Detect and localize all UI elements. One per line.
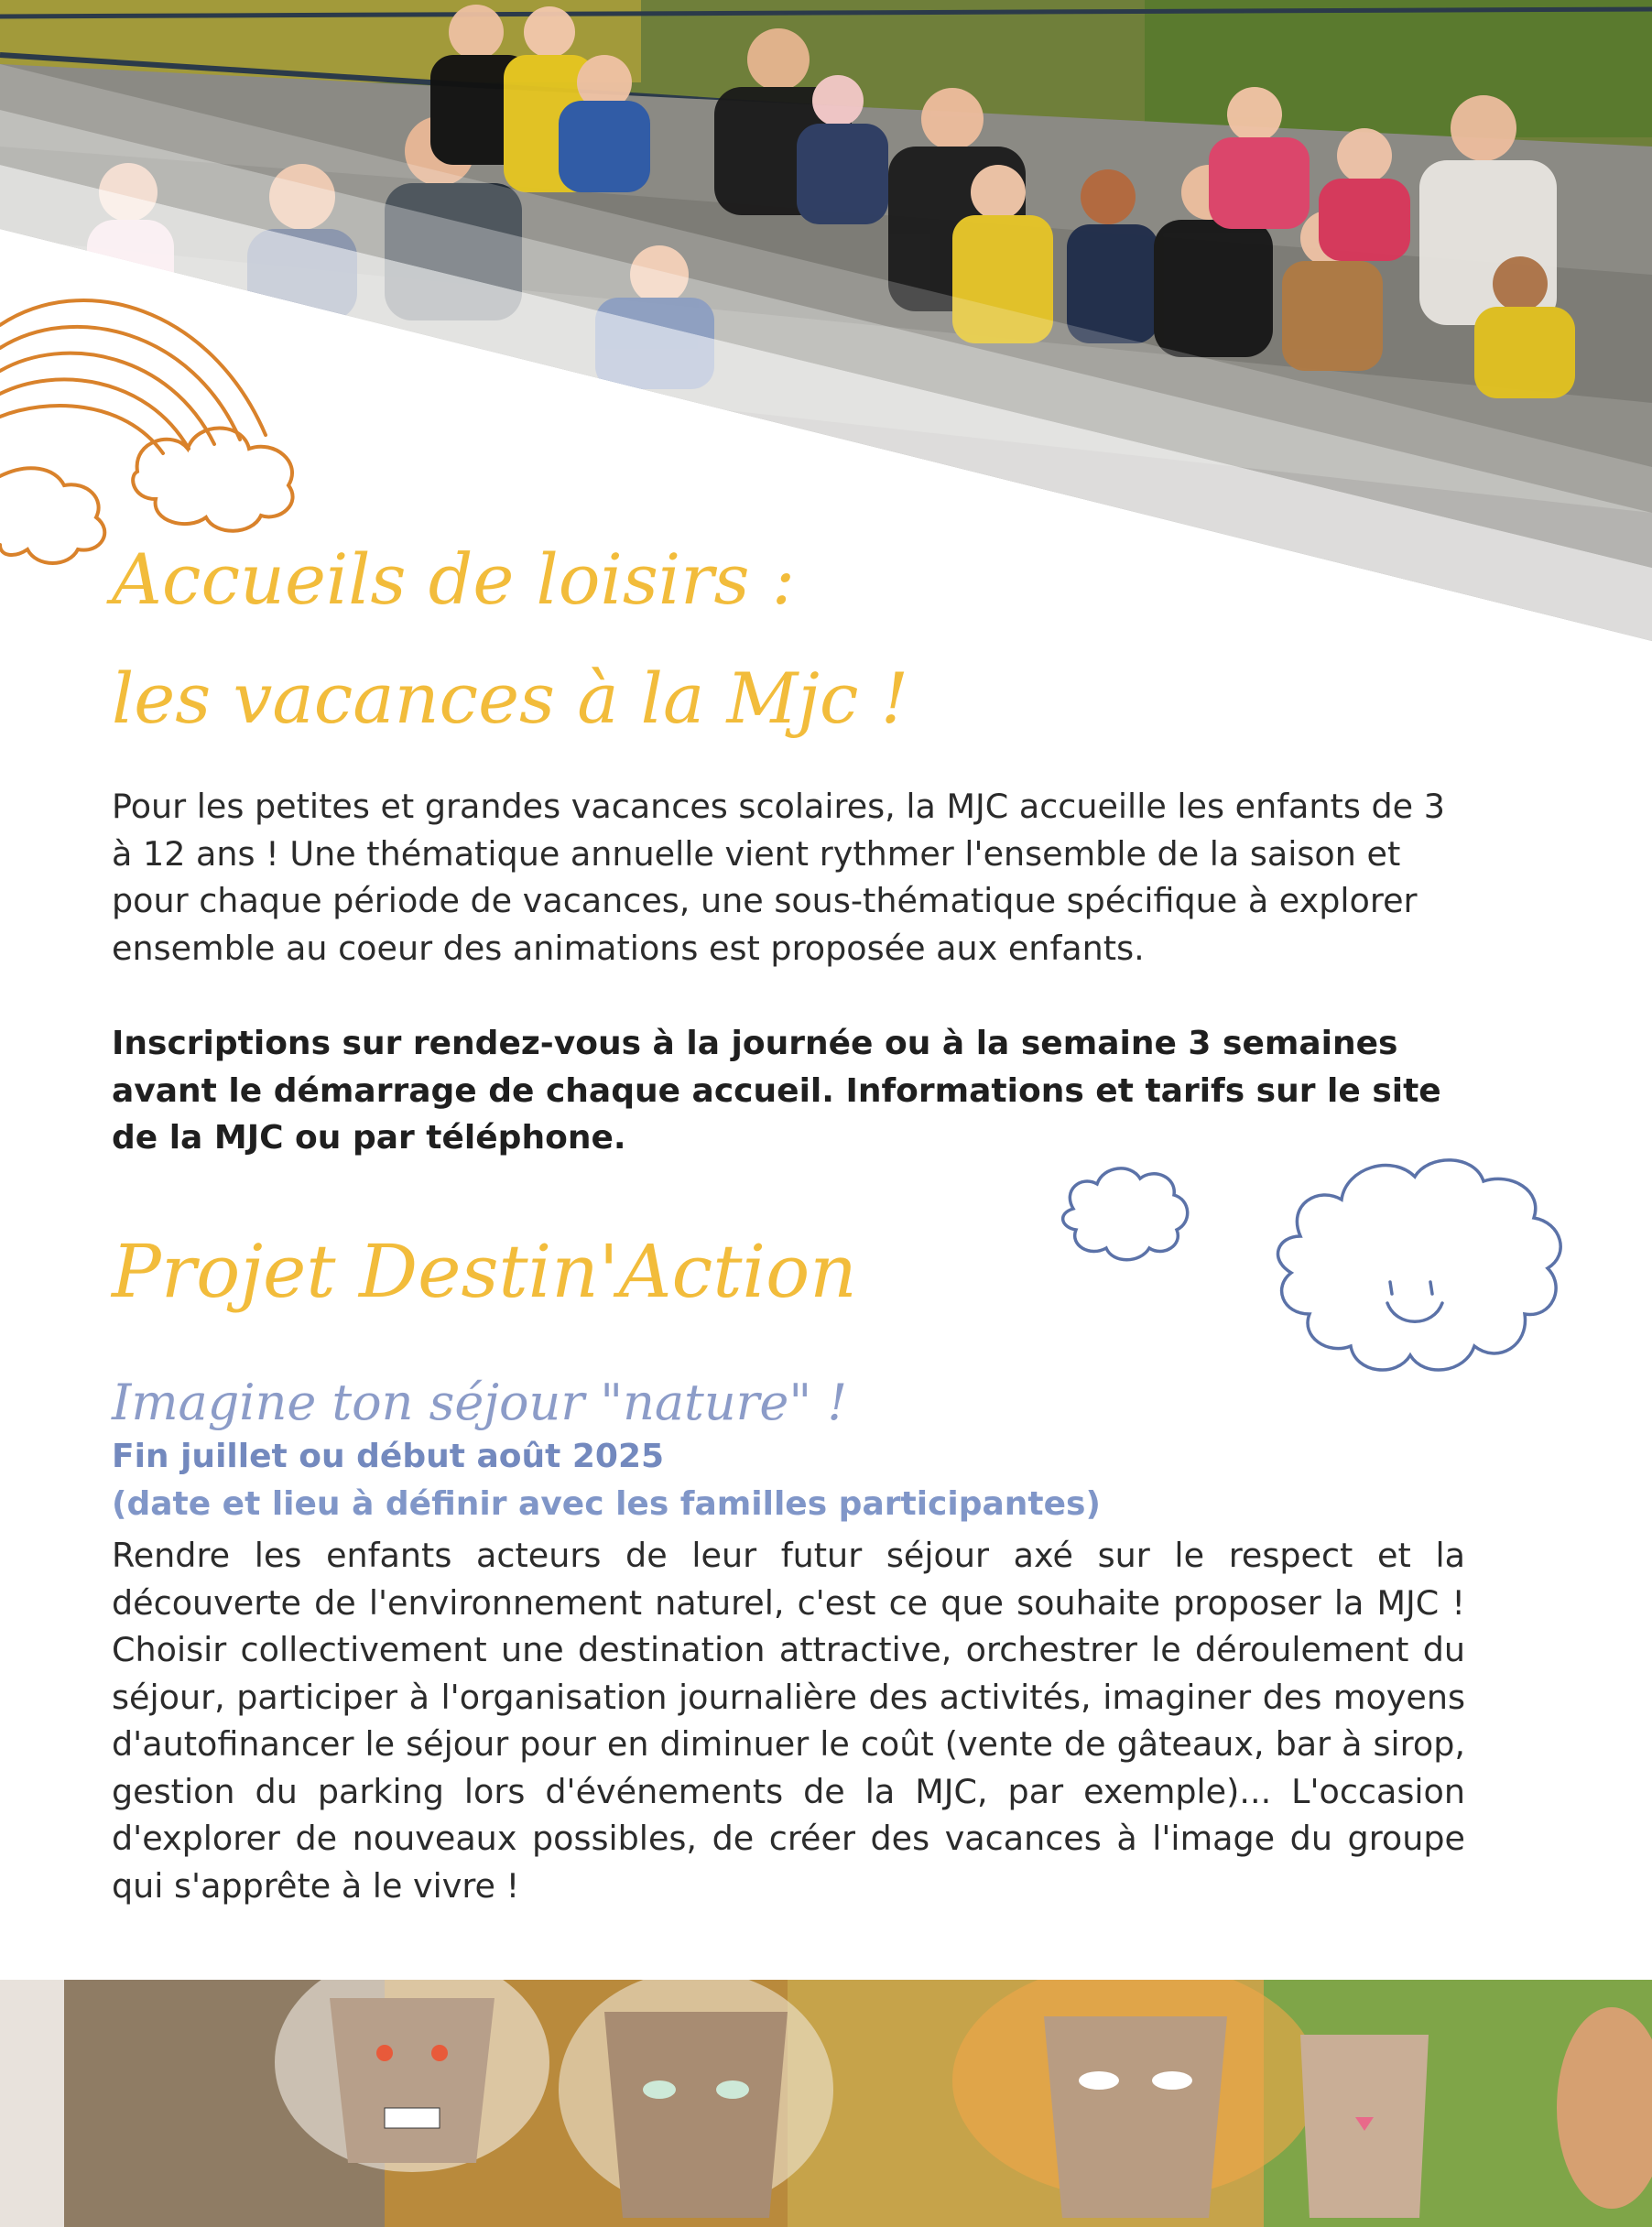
project-title: Projet Destin'Action	[112, 1229, 857, 1314]
section-title-line-2: les vacances à la Mjc !	[112, 657, 909, 739]
project-date-note: (date et lieu à définir avec les familles participantes)	[112, 1485, 1101, 1523]
lion-masks-photo	[0, 1980, 1652, 2227]
inscriptions-paragraph: Inscriptions sur rendez-vous à la journée ou à la semaine 3 semaines avant le démarrage de chaque accueil. Informations et tarifs sur le site de la MJC ou par téléphone.	[112, 1025, 1441, 1157]
project-paragraph: Rendre les enfants acteurs de leur futur séjour axé sur le respect et la découverte de l'environnement naturel, c'est ce que souhaite proposer la MJC ! Choisir collectivement une destination attractive, orchestrer le déroulement du séjour, participer à l'organisation journalière des activités, imaginer des moyens d'autofinancer le séjour pour en diminuer le coût (vente de gâteaux, bar à sirop, gestion du parking lors d'événements de la MJC, par exemple)... L'occasion d'explorer de nouveaux possibles, de créer des vacances à l'image du groupe qui s'apprête à le vivre !	[112, 1536, 1465, 1906]
rainbow-illustration	[0, 270, 311, 576]
intro-paragraph: Pour les petites et grandes vacances scolaires, la MJC accueille les enfants de 3 à 12 ans ! Une thématique annuelle vient rythmer l'ensemble de la saison et pour chaque période de vacances, une sous-thématique spécifique à explorer ensemble au coeur des animations est proposée aux enfants.	[112, 787, 1445, 968]
project-date: Fin juillet ou début août 2025	[112, 1438, 665, 1475]
section-title-line-1: Accueils de loisirs :	[112, 538, 796, 620]
smiling-cloud-illustration	[1053, 1149, 1603, 1455]
project-subtitle: Imagine ton séjour "nature" !	[112, 1374, 848, 1431]
